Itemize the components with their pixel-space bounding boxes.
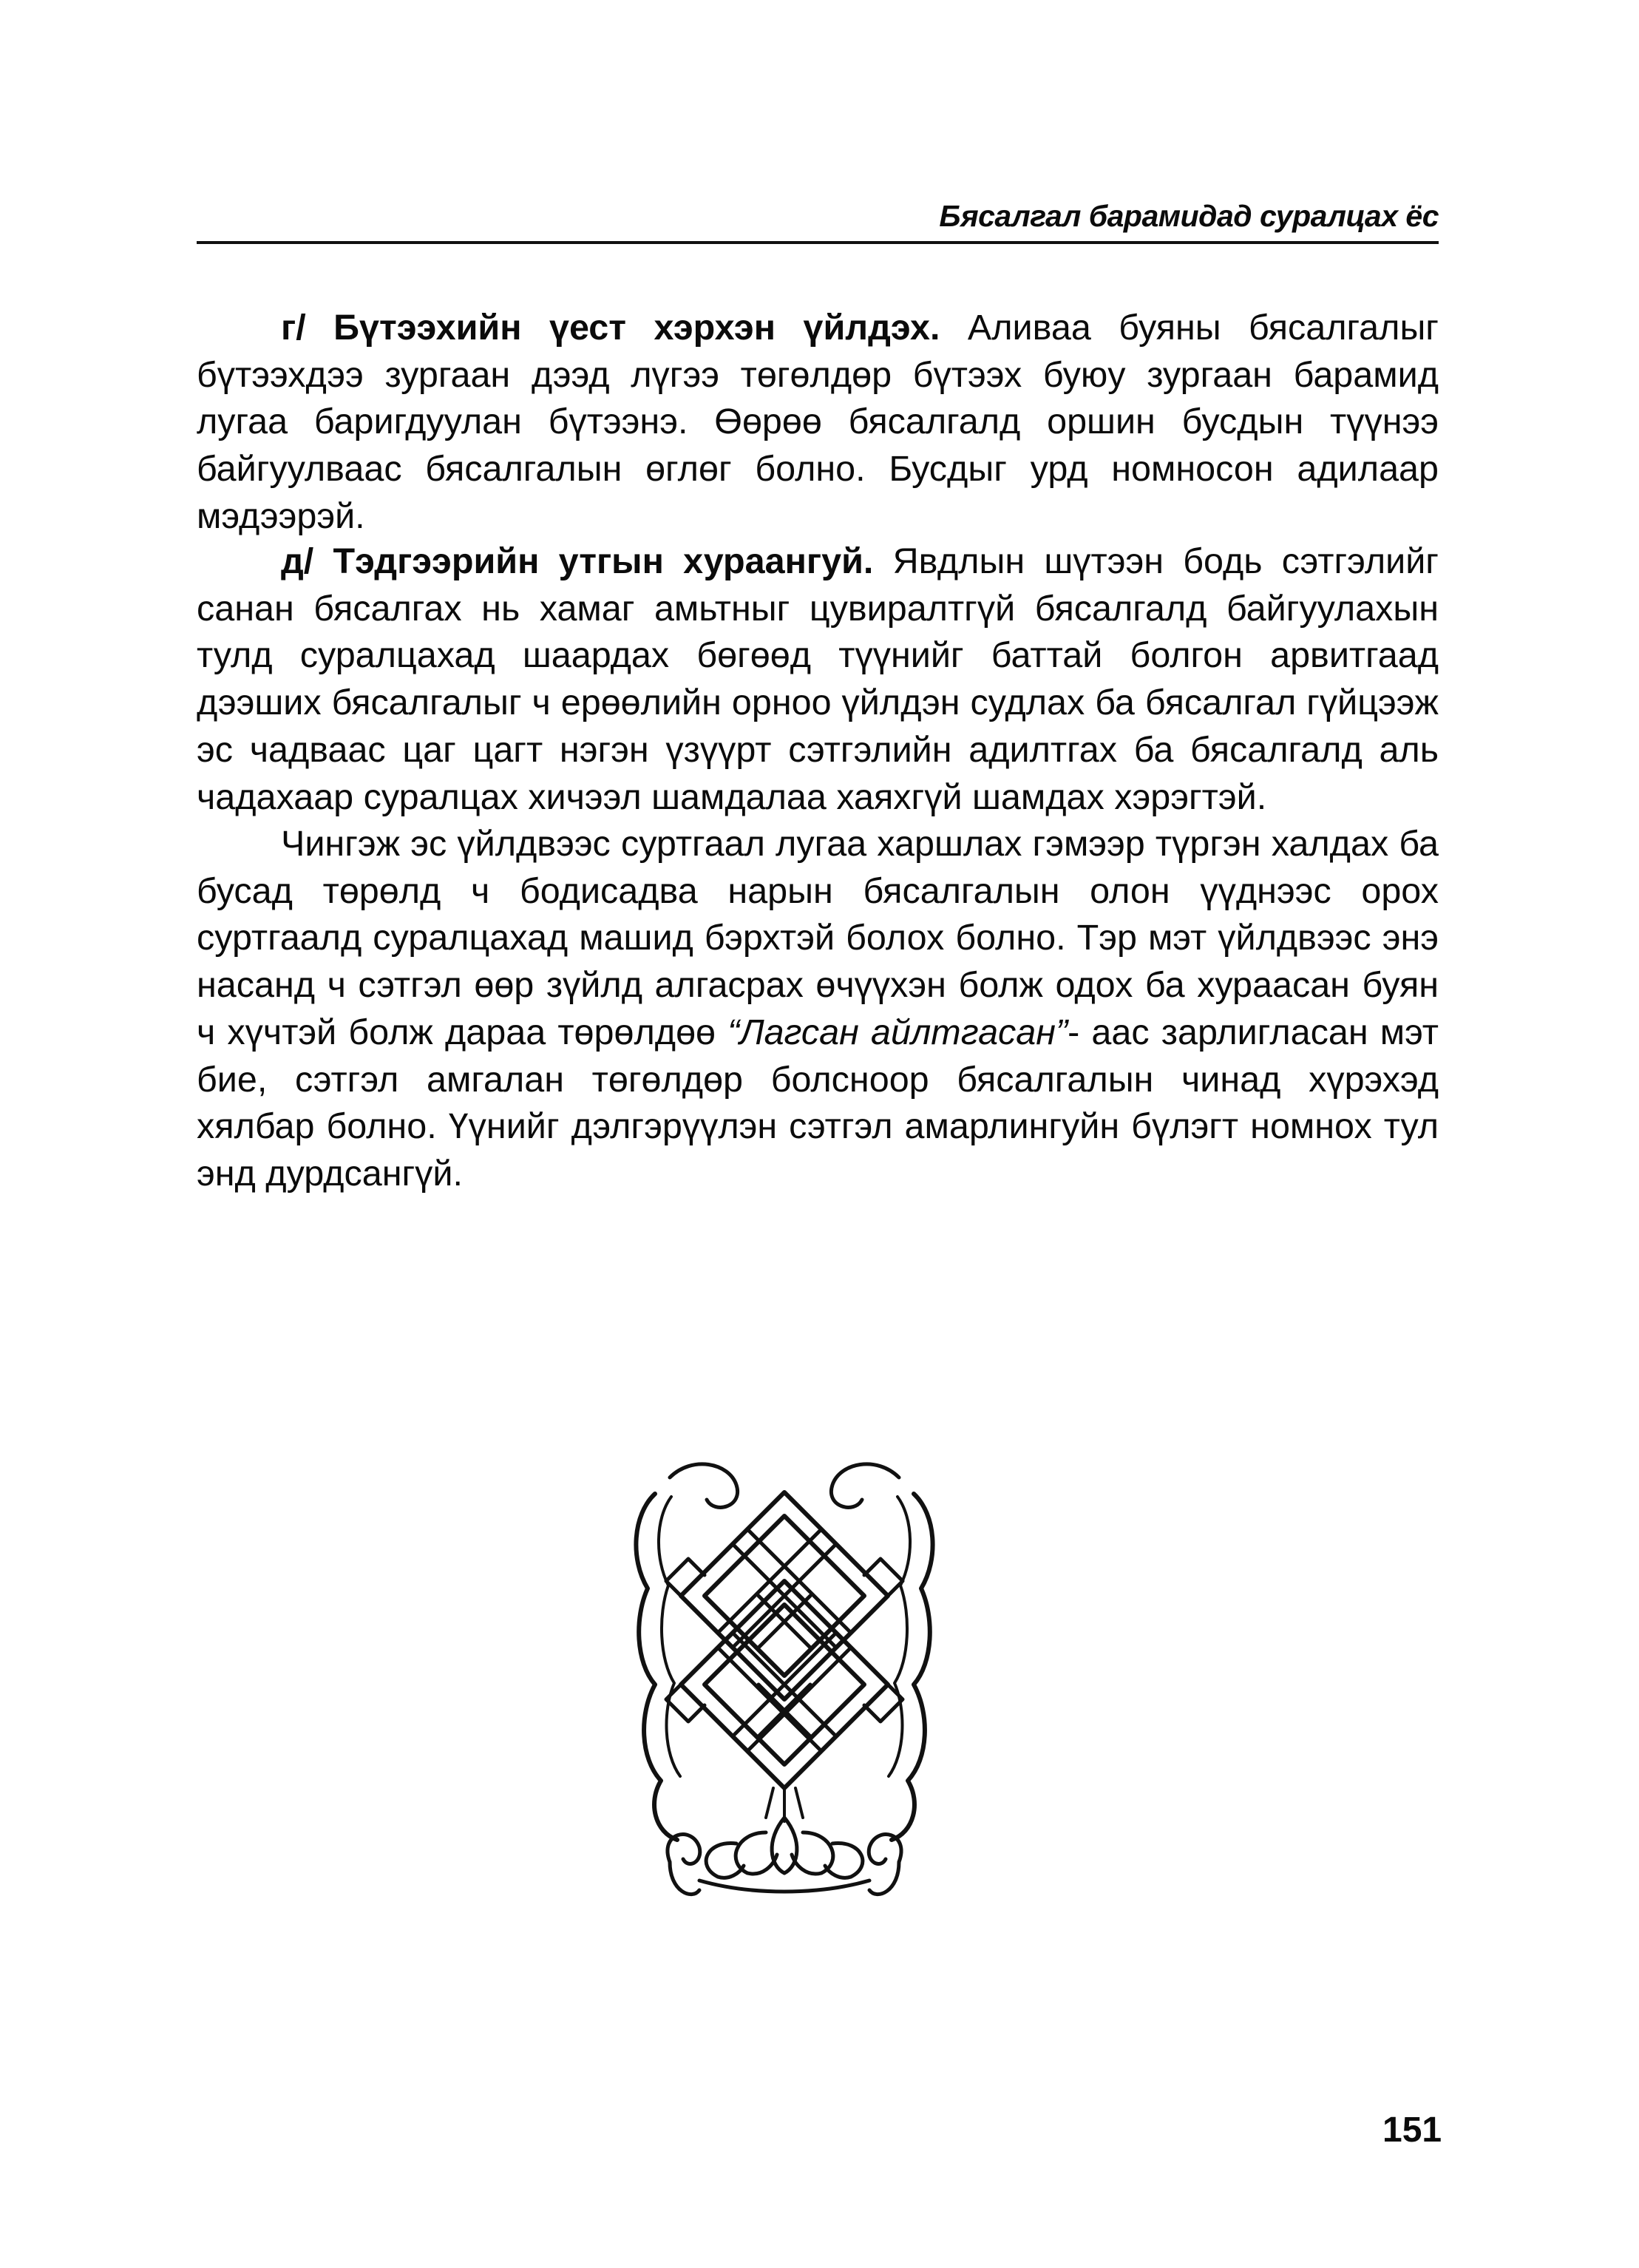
paragraph-text: Явдлын шүтээн бодь сэтгэлийг санан бясалгах нь хамаг амьтныг цувиралтгүй бясалгалд байгуулахын тулд суралцахад шаардах бөгөөд түүнийг баттай болгон арвитгаад дээших бясалгалыг ч ерөөлийн орноо үйлдэн судлах ба бясалгал гүйцээж эс чадваас цаг цагт нэгэн үзүүрт сэтгэлийн адилтгах ба бясалгалд аль чадахаар суралцах хичээл шамдалаа хаяхгүй шамдах хэрэгтэй. — [197, 541, 1439, 817]
lotus-base-line — [699, 1881, 869, 1892]
knot-strand-j — [759, 1685, 810, 1736]
paragraph-g — [197, 305, 1439, 541]
page-number: 151 — [1382, 2110, 1442, 2150]
top-swirl-left — [670, 1464, 738, 1508]
running-header — [197, 194, 1439, 244]
lotus-scroll-right — [869, 1835, 901, 1864]
ribbon-right-inner — [889, 1497, 910, 1776]
paragraph-text: Чингэж эс үйлдвээс суртгаал лугаа харшлах гэмээр түргэн халдах ба бусад төрөлд ч бодисадва нарын бясалгалын олон үүднээс орох суртгаалд суралцахад машид бэрхтэй болох болно. Тэр мэт үйлдвээс энэ насанд ч сэтгэл өөр зүйлд алгасрах өчүүхэн болж одох ба хураасан буян ч хүчтэй болж дараа төрөлдөө — [197, 824, 1439, 1052]
lotus-scroll-left — [668, 1835, 700, 1864]
paragraph-d — [197, 538, 1439, 821]
ribbon-right — [892, 1494, 933, 1840]
quoted-title: “Лагсан айлтгасан” — [727, 1012, 1068, 1052]
lotus-stem-right — [869, 1862, 899, 1895]
lotus-petal-center — [772, 1818, 797, 1873]
paragraph-heading: д/ Тэдгээрийн утгын хураангуй. — [281, 541, 874, 581]
lotus-stem-left — [670, 1862, 699, 1895]
top-swirl-right — [831, 1464, 899, 1508]
paragraph-text: - аас зарлигласан мэт бие, сэтгэл амгалан төгөлдөр болсноор бясалгалын чинад хүрэхэд хялбар болно. Үүнийг дэлгэрүүлэн сэтгэл амарлингуйн бүлэгт номнох тул энд дурдсангүй. — [197, 1012, 1439, 1194]
ribbon-left-inner — [659, 1497, 680, 1776]
paragraph-body — [197, 821, 1439, 1198]
paragraph-heading: г/ Бүтээхийн үест хэрхэн үйлдэх. — [281, 308, 940, 348]
running-title: Бясалгал барамидад суралцах ёс — [939, 199, 1439, 233]
ribbon-left — [636, 1494, 677, 1840]
endless-knot-icon — [625, 1448, 943, 1906]
paragraph-text: Аливаа буяны бясалгалыг бүтээхдээ зургаан дээд лүгээ төгөлдөр бүтээх буюу зургаан барамид лугаа баригдуулан бүтээнэ. Өөрөө бясалгалд оршин бусдын түүнээ байгуулваас бясалгалын өглөг болно. Бусдыг урд номносон адилаар мэдээрэй. — [197, 308, 1439, 536]
